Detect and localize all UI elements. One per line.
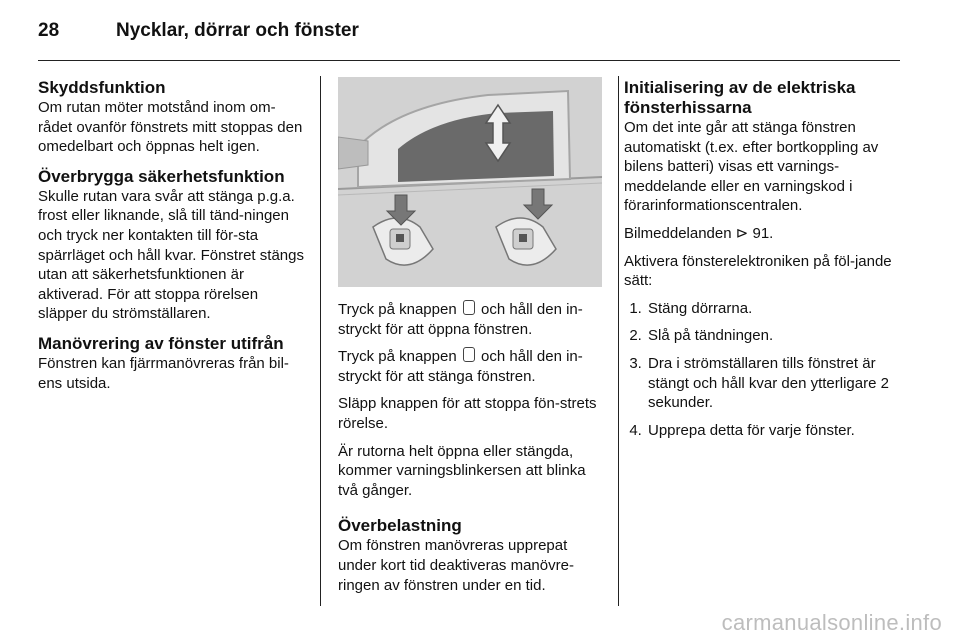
column-divider-1 <box>320 76 321 606</box>
text-fragment: Tryck på knappen <box>338 348 457 366</box>
list-item: 4. Upprepa detta för varje fönster. <box>646 421 904 441</box>
section-heading-override: Överbrygga säkerhetsfunktion <box>38 166 285 186</box>
section-text-remote: Fönstren kan fjärrmanövreras från bil-ens utsida. <box>38 354 289 392</box>
steps-list <box>624 299 904 441</box>
paragraph-open-windows <box>338 300 604 339</box>
section-heading-protection: Skyddsfunktion <box>38 78 166 97</box>
list-item: 1. Stäng dörrarna. <box>646 299 904 319</box>
paragraph-close-windows <box>338 347 604 386</box>
column-middle <box>338 300 604 605</box>
list-item: 3. Dra i strömställaren tills fönstret är stängt och håll kvar den ytterligare 2 sekunder. <box>646 354 904 413</box>
column-right <box>624 78 904 448</box>
section-heading-initialization: Initialisering av de elektriska fönsterhissarna <box>624 78 856 117</box>
paragraph-activate: Aktivera fönsterelektroniken på föl-jande sätt: <box>624 252 892 290</box>
page-number: 28 <box>38 20 60 41</box>
section-heading-overload: Överbelastning <box>338 516 462 536</box>
page-title: Nycklar, dörrar och fönster <box>116 20 359 41</box>
header-divider <box>38 60 900 61</box>
car-window-key-illustration <box>338 77 602 287</box>
column-left <box>38 78 308 403</box>
paragraph-hazard: Är rutorna helt öppna eller stängda, kommer varningsblinkersen att blinka två gånger. <box>338 442 586 499</box>
text-fragment: och håll den in-stryckt för att stänga fönstren. <box>338 348 583 385</box>
text-fragment: och håll den in-stryckt för att öppna fönstren. <box>338 301 583 338</box>
paragraph-stop: Släpp knappen för att stoppa fön-strets rörelse. <box>338 395 597 432</box>
paragraph-init-intro: Om det inte går att stänga fönstren automatiskt (t.ex. efter bortkoppling av bilens batteri) visas ett varnings-meddelande eller en varningskod i förarinformationscentralen. <box>624 119 879 215</box>
section-heading-remote: Manövrering av fönster utifrån <box>38 333 284 353</box>
section-text-override: Skulle rutan vara svår att stänga p.g.a. frost eller liknande, slå till tänd-ningen och tryck ner kontakten till för-sta spärrläget och håll kvar. Fönstret stängs utan att säkerhetsfunktionen är aktiverad. För att stoppa rörelsen släpper du strömställaren. <box>38 187 304 323</box>
section-text-overload: Om fönstren manövreras upprepat under kort tid deaktiveras manövre-ringen av fönstren under en tid. <box>338 537 574 594</box>
column-divider-2 <box>618 76 619 606</box>
unlock-button-icon <box>463 300 475 315</box>
watermark: carmanualsonline.info <box>721 610 942 635</box>
text-fragment: Tryck på knappen <box>338 301 457 318</box>
list-item: 2. Slå på tändningen. <box>646 326 904 346</box>
illustration-svg <box>338 77 602 287</box>
paragraph-vehicle-messages: Bilmeddelanden ⊳ 91. <box>624 224 774 242</box>
page-header <box>38 20 900 50</box>
section-text-protection: Om rutan möter motstånd inom om-rådet ovanför fönstrets mitt stoppas den omedelbart och öppnas helt igen. <box>38 99 303 156</box>
lock-button-icon <box>463 347 475 362</box>
